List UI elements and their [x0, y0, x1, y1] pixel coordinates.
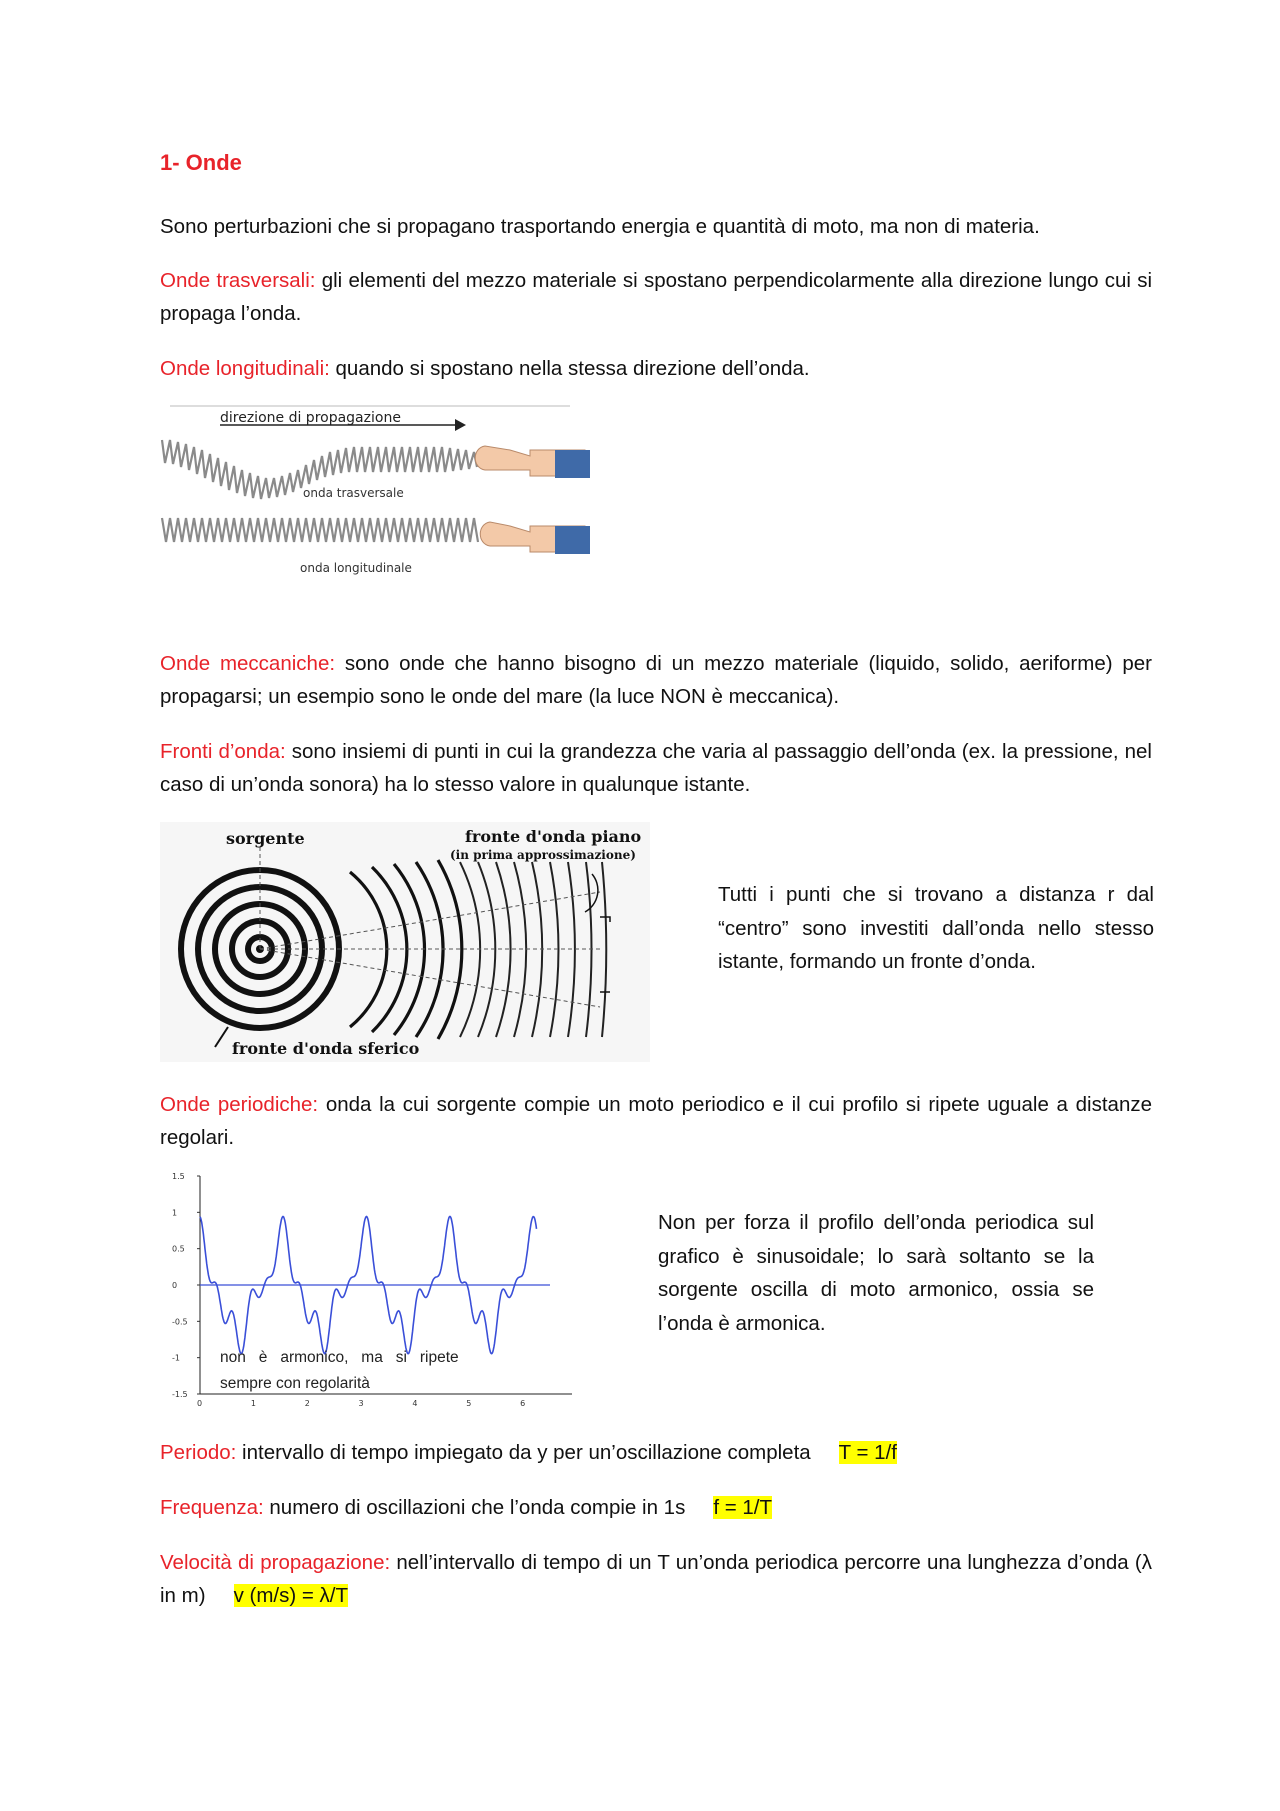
periodic-caption: Non per forza il profilo dell’onda periodica sul grafico è sinusoidale; lo sarà soltanto se la sorgente oscilla di moto armonico, ossia se l’onda è armonica.	[658, 1211, 1094, 1335]
text-periodo: intervallo di tempo impiegato da y per un’oscillazione completa	[236, 1441, 811, 1464]
text-longitudinali: quando si spostano nella stessa direzione dell’onda.	[329, 357, 810, 380]
term-periodiche: Onde periodiche:	[160, 1093, 319, 1116]
y-tick-label: 1.5	[172, 1172, 185, 1181]
paragraph-fronti	[160, 735, 1152, 801]
chart-annotation-line1: non è armonico, ma si ripete	[220, 1349, 459, 1366]
term-fronti: Fronti d’onda:	[160, 740, 286, 763]
formula-periodo: T = 1/f	[838, 1441, 897, 1464]
x-tick-label: 5	[466, 1399, 472, 1408]
sleeve-icon	[555, 450, 590, 478]
y-tick-label: 0	[172, 1281, 178, 1290]
periodic-wave-chart	[168, 1168, 580, 1408]
arrow-head-icon	[455, 419, 466, 431]
label-fronte-piano: fronte d'onda piano	[465, 827, 642, 846]
x-tick-label: 0	[197, 1399, 203, 1408]
term-longitudinali: Onde longitudinali:	[160, 357, 330, 380]
sleeve-icon-2	[555, 526, 590, 554]
wavefront-figure	[160, 822, 650, 1062]
x-tick-label: 2	[304, 1399, 310, 1408]
y-tick-label: -1	[172, 1353, 180, 1363]
label-sorgente: sorgente	[226, 829, 305, 848]
chart-annotation-line2: sempre con regolarità	[220, 1375, 370, 1392]
paragraph-trasversali	[160, 264, 1152, 330]
term-meccaniche: Onde meccaniche:	[160, 652, 336, 675]
paragraph-longitudinali	[160, 352, 1152, 385]
formula-frequenza: f = 1/T	[713, 1496, 773, 1519]
paragraph-velocita	[160, 1546, 1152, 1612]
arrow-label: direzione di propagazione	[220, 410, 401, 426]
x-tick-label: 3	[358, 1399, 364, 1408]
x-tick-label: 6	[520, 1399, 526, 1408]
x-tick-label: 4	[412, 1399, 418, 1408]
springs-figure	[160, 400, 590, 615]
y-tick-label: 1	[172, 1208, 178, 1218]
term-periodo: Periodo:	[160, 1441, 237, 1464]
text-velocita: nell’intervallo di tempo di un T un’onda periodica percorre una lunghezza d’onda (λ in m)	[160, 1551, 1152, 1607]
text-fronti: sono insiemi di punti in cui la grandezza che varia al passaggio dell’onda (ex. la pressione, nel caso di un’onda sonora) ha lo stesso valore in qualunque istante.	[160, 740, 1152, 796]
text-trasversali: gli elementi del mezzo materiale si spostano perpendicolarmente alla direzione lungo cui si propaga l’onda.	[160, 269, 1153, 325]
x-tick-label: 1	[250, 1399, 256, 1408]
text-meccaniche: sono onde che hanno bisogno di un mezzo materiale (liquido, solido, aeriforme) per propagarsi; un esempio sono le onde del mare (la luce NON è meccanica).	[160, 652, 1152, 708]
label-approssimazione: (in prima approssimazione)	[450, 848, 636, 862]
paragraph-frequenza	[160, 1491, 1152, 1524]
y-tick-label: -0.5	[172, 1317, 188, 1327]
y-tick-label: 0.5	[172, 1244, 185, 1254]
text-frequenza: numero di oscillazioni che l’onda compie in 1s	[263, 1496, 686, 1519]
label-longitudinale: onda longitudinale	[300, 561, 412, 575]
formula-velocita: v (m/s) = λ/T	[233, 1584, 349, 1607]
term-velocita: Velocità di propagazione:	[160, 1551, 391, 1574]
term-frequenza: Frequenza:	[160, 1496, 264, 1519]
intro-paragraph: Sono perturbazioni che si propagano trasportando energia e quantità di moto, ma non di materia.	[160, 215, 1040, 238]
paragraph-periodiche	[160, 1088, 1152, 1154]
label-fronte-sferico: fronte d'onda sferico	[232, 1039, 420, 1058]
text-periodiche: onda la cui sorgente compie un moto periodico e il cui profilo si ripete uguale a distanze regolari.	[160, 1093, 1152, 1149]
wavefront-caption: Tutti i punti che si trovano a distanza r dal “centro” sono investiti dall’onda nello stesso istante, formando un fronte d’onda.	[718, 883, 1154, 973]
term-trasversali: Onde trasversali:	[160, 269, 316, 292]
y-tick-label: -1.5	[172, 1390, 188, 1399]
label-trasversale: onda trasversale	[303, 486, 404, 500]
section-heading: 1- Onde	[160, 150, 242, 175]
longitudinal-spring	[162, 518, 478, 542]
paragraph-periodo	[160, 1436, 1152, 1469]
paragraph-meccaniche	[160, 647, 1152, 713]
